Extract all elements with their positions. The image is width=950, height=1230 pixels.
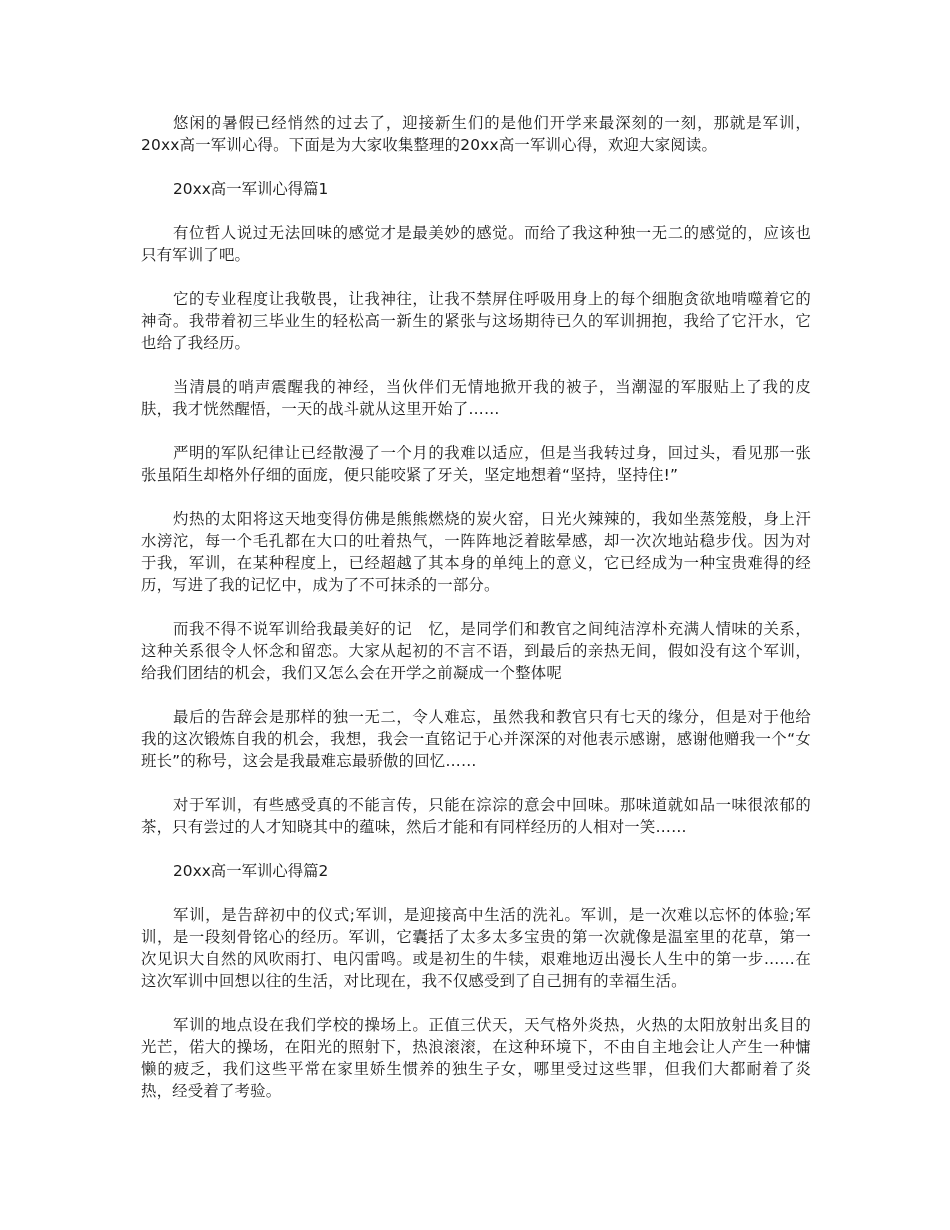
section-heading-1: 20xx高一军训心得篇1 [173, 180, 329, 198]
section-heading-2: 20xx高一军训心得篇2 [173, 862, 329, 880]
body-paragraph: 当清晨的哨声震醒我的神经，当伙伴们无情地掀开我的被子，当潮湿的军服贴上了我的皮肤，我才恍然醒悟，一天的战斗就从这里开始了…… [141, 378, 811, 418]
body-paragraph: 军训，是告辞初中的仪式;军训，是迎接高中生活的洗礼。军训，是一次难以忘怀的体验;军训，是一段刻骨铭心的经历。军训，它囊括了太多太多宝贵的第一次就像是温室里的花草，第一次见识大自然的风吹雨打、电闪雷鸣。或是初生的牛犊，艰难地迈出漫长人生中的第一步……在这次军训中回想以往的生活，对比现在，我不仅感受到了自己拥有的幸福生活。 [141, 906, 811, 990]
body-paragraph: 有位哲人说过无法回味的感觉才是最美妙的感觉。而给了我这种独一无二的感觉的，应该也只有军训了吧。 [141, 224, 811, 264]
body-paragraph: 它的专业程度让我敬畏，让我神往，让我不禁屏住呼吸用身上的每个细胞贪欲地啃噬着它的神奇。我带着初三毕业生的轻松高一新生的紧张与这场期待已久的军训拥抱，我给了它汗水，它也给了我经历。 [141, 290, 811, 352]
body-paragraph: 而我不得不说军训给我最美好的记 忆，是同学们和教官之间纯洁淳朴充满人情味的关系，这种关系很令人怀念和留恋。大家从起初的不言不语，到最后的亲热无间，假如没有这个军训，给我们团结的机会，我们又怎么会在开学之前凝成一个整体呢 [141, 620, 811, 682]
body-paragraph: 军训的地点设在我们学校的操场上。正值三伏天，天气格外炎热，火热的太阳放射出炙目的光芒，偌大的操场，在阳光的照射下，热浪滚滚，在这种环境下，不由自主地会让人产生一种慵懒的疲乏，我们这些平常在家里娇生惯养的独生子女，哪里受过这些罪，但我们大都耐着了炎热，经受着了考验。 [141, 1016, 811, 1100]
body-paragraph: 严明的军队纪律让已经散漫了一个月的我难以适应，但是当我转过身，回过头，看见那一张张虽陌生却格外仔细的面庞，便只能咬紧了牙关，坚定地想着“坚持，坚持住!” [141, 444, 811, 484]
body-paragraph: 对于军训，有些感受真的不能言传，只能在淙淙的意会中回味。那味道就如品一味很浓郁的茶，只有尝过的人才知晓其中的蕴味，然后才能和有同样经历的人相对一笑…… [141, 796, 811, 836]
intro-paragraph: 悠闲的暑假已经悄然的过去了，迎接新生们的是他们开学来最深刻的一刻，那就是军训，20xx高一军训心得。下面是为大家收集整理的20xx高一军训心得，欢迎大家阅读。 [141, 114, 811, 154]
document-body [141, 112, 811, 1124]
body-paragraph: 最后的告辞会是那样的独一无二，令人难忘，虽然我和教官只有七天的缘分，但是对于他给我的这次锻炼自我的机会，我想，我会一直铭记于心并深深的对他表示感谢，感谢他赠我一个“女班长”的称号，这会是我最难忘最骄傲的回忆…… [141, 708, 811, 770]
body-paragraph: 灼热的太阳将这天地变得仿佛是熊熊燃烧的炭火窑，日光火辣辣的，我如坐蒸笼般，身上汗水滂沱，每一个毛孔都在大口的吐着热气，一阵阵地泛着眩晕感，却一次次地站稳步伐。因为对于我，军训，在某种程度上，已经超越了其本身的单纯上的意义，它已经成为一种宝贵难得的经历，写进了我的记忆中，成为了不可抹杀的一部分。 [141, 510, 811, 594]
